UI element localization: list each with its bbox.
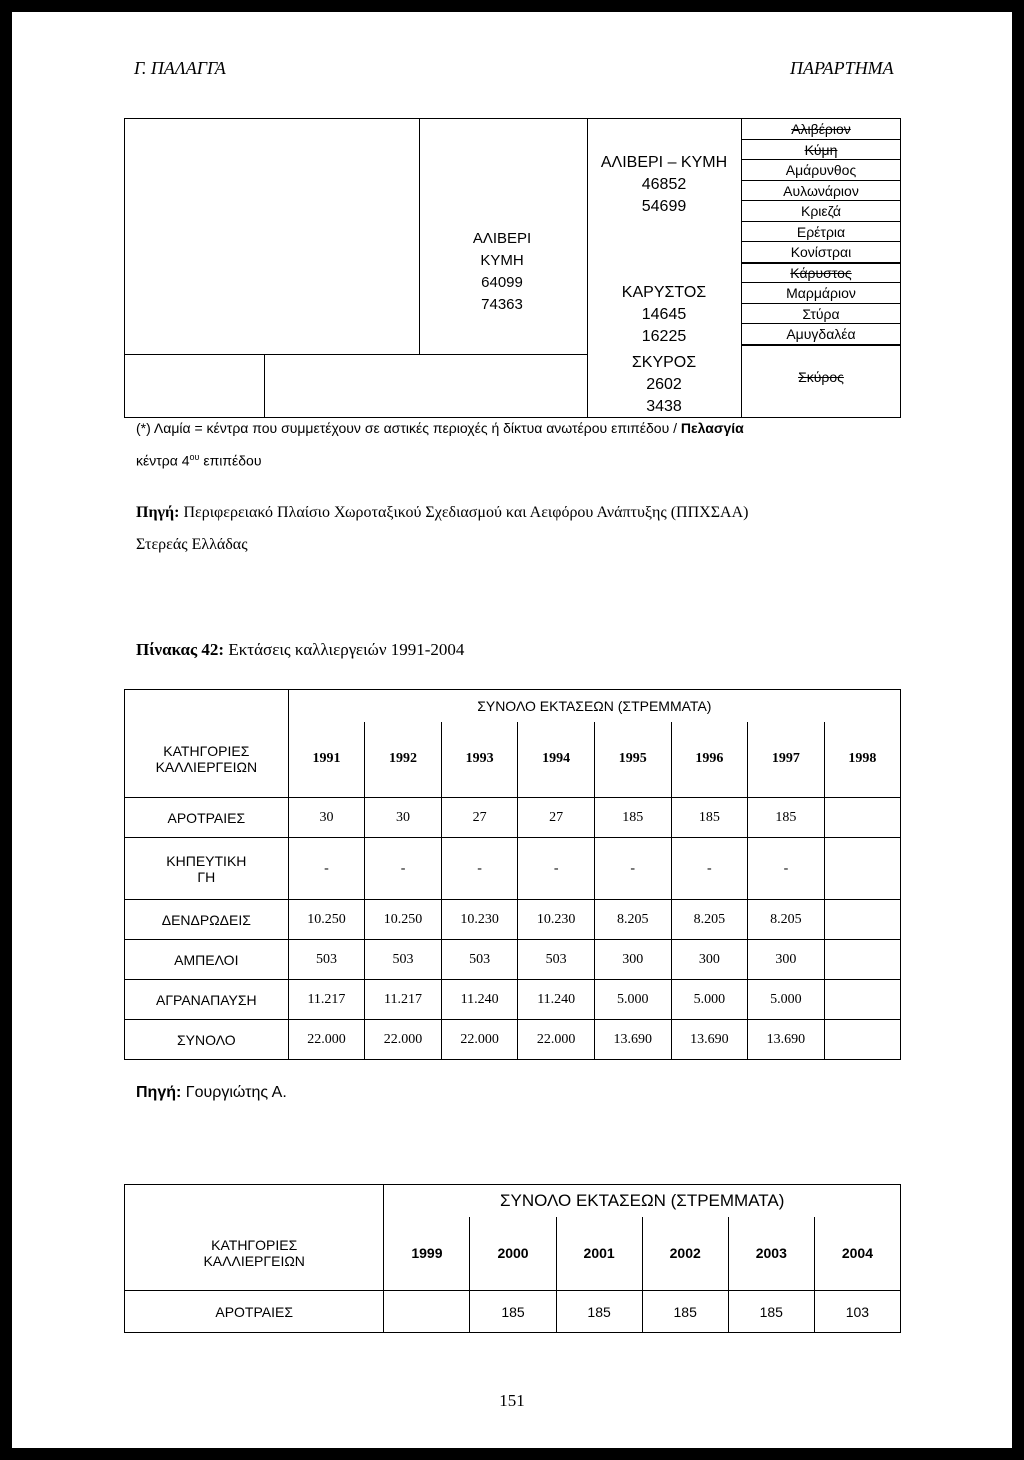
cell: 300 [594,940,671,980]
year-1999: 1999 [384,1217,470,1291]
source-1-line-2: Στερεάς Ελλάδας [136,536,248,553]
table-crop-areas-1991-1998 [124,689,901,1060]
group-header: ΣΥΝΟΛΟ ΕΚΤΑΣΕΩΝ (ΣΤΡΕΜΜΑΤΑ) [288,690,900,722]
cell: 13.690 [748,1020,825,1060]
table-row [125,980,901,1020]
cell: - [671,838,748,900]
cell [824,940,900,980]
place-5: Ερέτρια [741,222,901,243]
top-table-vline-1 [419,118,420,354]
header-author: Γ. ΠΑΛΑΓΓΑ [134,58,226,78]
cell: 503 [288,940,365,980]
year-1997: 1997 [748,722,825,798]
year-1995: 1995 [594,722,671,798]
place-0: Αλιβέριον [741,119,901,140]
cell: 22.000 [288,1020,365,1060]
cell: 10.230 [518,900,595,940]
place-3: Αυλωνάριον [741,181,901,202]
note-bold-city: Πελασγία [680,420,744,436]
place-8: Μαρμάριον [741,283,901,304]
row-label-line: ΑΓΡΑΝΑΠΑΥΣΗ [156,991,257,1008]
group-aliveri-kymi: ΑΛΙΒΕΡΙ ΚΥΜΗ 64099 74363 [472,230,532,313]
cell: 13.690 [671,1020,748,1060]
table-crop-areas-1999-2004 [124,1184,901,1333]
cell: 22.000 [441,1020,518,1060]
row-label [125,980,289,1020]
place-9: Στύρα [741,304,901,325]
cell: 13.690 [594,1020,671,1060]
cell: 185 [671,798,748,838]
year-1992: 1992 [365,722,442,798]
cell: 503 [365,940,442,980]
cell: 8.205 [671,900,748,940]
page-number: 151 [499,1391,525,1410]
category-header [125,722,289,798]
header-row-1 [125,690,901,722]
table-row [125,1291,901,1333]
cell [824,980,900,1020]
category-header-line: ΚΑΤΗΓΟΡΙΕΣ [163,743,250,760]
table-row [125,838,901,900]
top-table-hline [124,354,587,355]
cell: - [441,838,518,900]
cell [384,1291,470,1333]
year-1993: 1993 [441,722,518,798]
group-header: ΣΥΝΟΛΟ ΕΚΤΑΣΕΩΝ (ΣΤΡΕΜΜΑΤΑ) [384,1185,901,1217]
cell: 30 [365,798,442,838]
cell: - [594,838,671,900]
cell: 103 [814,1291,900,1333]
cell: 185 [470,1291,556,1333]
header-section: ΠΑΡΑΡΤΗΜΑ [790,58,894,78]
year-2003: 2003 [728,1217,814,1291]
cell: - [748,838,825,900]
place-1: Κύμη [741,140,901,161]
cell: 185 [748,798,825,838]
cell: 22.000 [518,1020,595,1060]
cell: 30 [288,798,365,838]
table-row [125,940,901,980]
cell: 185 [642,1291,728,1333]
place-11: Σκύρος [798,368,844,385]
row-label-line: ΓΗ [197,868,216,885]
cell: 300 [748,940,825,980]
row-label [125,940,289,980]
subgroup-aliveri-kymi: ΑΛΙΒΕΡΙ – ΚΥΜΗ 46852 54699 [600,154,728,215]
cell [824,900,900,940]
cell: 185 [728,1291,814,1333]
table-row [125,900,901,940]
cell: - [518,838,595,900]
row-label-line: ΑΜΠΕΛΟΙ [174,951,239,968]
page [12,12,1012,1448]
cell: 5.000 [671,980,748,1020]
category-header-line: ΚΑΤΗΓΟΡΙΕΣ [211,1237,298,1254]
source-1-line-1: Πηγή: Περιφερειακό Πλαίσιο Χωροταξικού Σχεδιασμού και Αειφόρου Ανάπτυξης (ΠΠΧΣΑΑ) [136,504,749,521]
cell: 22.000 [365,1020,442,1060]
row-label [125,900,289,940]
cell: 10.250 [288,900,365,940]
cell: 300 [671,940,748,980]
empty-corner [125,690,289,722]
cell: 10.250 [365,900,442,940]
cell: 185 [594,798,671,838]
cell: 27 [441,798,518,838]
cell: 10.230 [441,900,518,940]
row-label-line: ΣΥΝΟΛΟ [176,1031,236,1048]
cell: 185 [556,1291,642,1333]
category-header [125,1217,384,1291]
year-1994: 1994 [518,722,595,798]
year-1991: 1991 [288,722,365,798]
row-label [125,1020,289,1060]
year-1998: 1998 [824,722,900,798]
cell: - [288,838,365,900]
cell: 11.240 [441,980,518,1020]
place-10: Αμυγδαλέα [741,324,901,345]
place-2: Αμάρυνθος [741,160,901,181]
header-row-2 [125,722,901,798]
cell: 11.217 [288,980,365,1020]
row-label-line: ΑΡΟΤΡΑΙΕΣ [215,1303,293,1320]
cell: 11.217 [365,980,442,1020]
cell: 503 [441,940,518,980]
row-label-line: ΑΡΟΤΡΑΙΕΣ [167,809,246,826]
cell: 5.000 [748,980,825,1020]
header-row-1 [125,1185,901,1217]
cell: 11.240 [518,980,595,1020]
source-2: Πηγή: Γουργιώτης Α. [136,1084,287,1101]
cell: 8.205 [748,900,825,940]
empty-corner [125,1185,384,1217]
place-6: Κονίστραι [741,242,901,263]
subgroup-skyros: ΣΚΥΡΟΣ 2602 3438 [631,354,697,415]
place-4: Κριεζά [741,201,901,222]
row-label [125,838,289,900]
top-table-vline-small [264,354,265,418]
year-2002: 2002 [642,1217,728,1291]
cell: 27 [518,798,595,838]
row-label-line: ΔΕΝΔΡΩΔΕΙΣ [161,911,251,928]
row-label-line: ΚΗΠΕΥΤΙΚΗ [166,852,247,869]
cell [824,798,900,838]
row-label [125,1291,384,1333]
cell: 5.000 [594,980,671,1020]
cell: 503 [518,940,595,980]
table-row [125,798,901,838]
cell [824,1020,900,1060]
year-1996: 1996 [671,722,748,798]
cell: - [365,838,442,900]
place-list [741,119,901,411]
row-label [125,798,289,838]
cell [824,838,900,900]
subgroup-karystos: ΚΑΡΥΣΤΟΣ 14645 16225 [621,284,707,345]
table-caption: Πίνακας 42: Εκτάσεις καλλιεργειών 1991-2004 [136,640,465,659]
category-header-line: ΚΑΛΛΙΕΡΓΕΙΩΝ [155,759,258,776]
note-line-1: (*) Λαμία = κέντρα που συμμετέχουν σε αστικές περιοχές ή δίκτυα ανωτέρου επιπέδου / Πελασγία [136,420,744,436]
cell: 8.205 [594,900,671,940]
year-2001: 2001 [556,1217,642,1291]
category-header-line: ΚΑΛΛΙΕΡΓΕΙΩΝ [203,1253,305,1270]
year-2004: 2004 [814,1217,900,1291]
year-2000: 2000 [470,1217,556,1291]
place-7: Κάρυστος [741,263,901,284]
header-row-2 [125,1217,901,1291]
table-row [125,1020,901,1060]
note-line-2: κέντρα $4^{o\upsilon}$ επιπέδου [136,452,262,469]
